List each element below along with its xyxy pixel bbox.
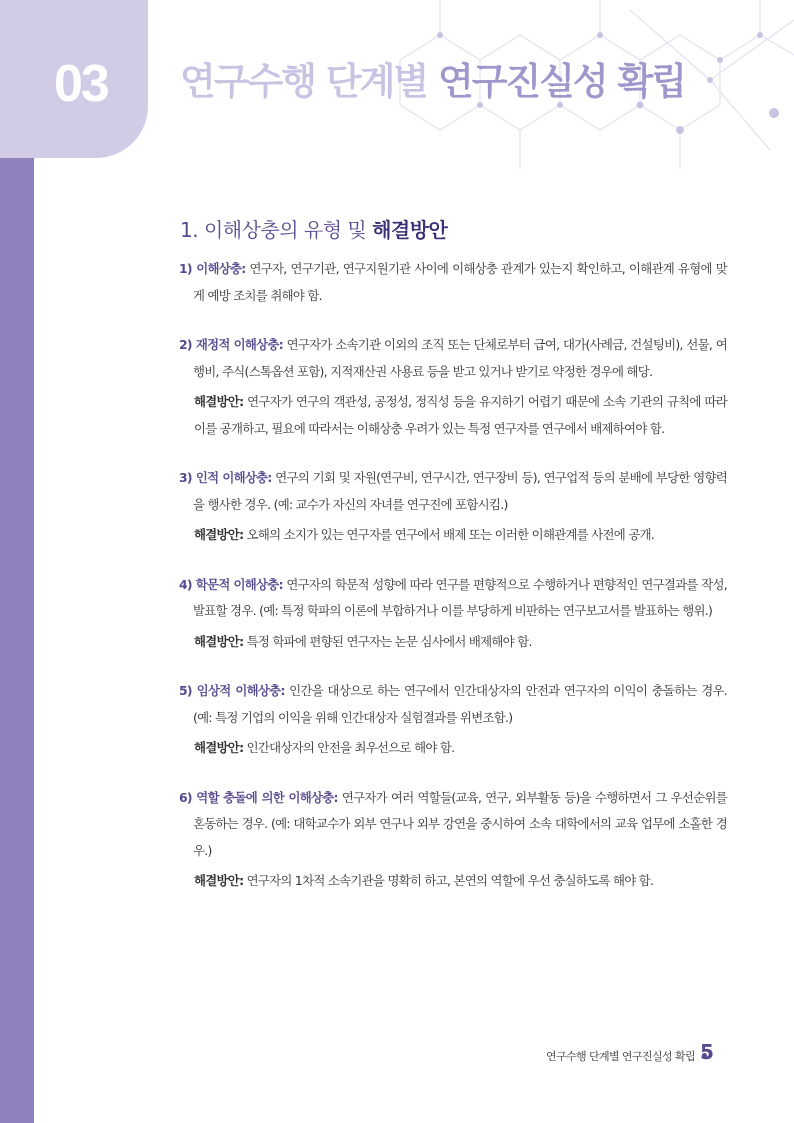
section-heading — [180, 214, 447, 243]
section-heading-text: 1. 이해상충의 유형 및 — [180, 218, 373, 242]
main-content — [179, 256, 727, 918]
item-label: 3) 인적 이해상충: — [179, 470, 272, 485]
list-item — [179, 332, 727, 442]
list-item — [179, 256, 727, 309]
item-label: 1) 이해상충: — [179, 261, 246, 276]
solution-label: 해결방안: — [194, 740, 244, 755]
item-solution — [179, 735, 727, 762]
chapter-tab — [0, 0, 148, 158]
page-number: 5 — [700, 1040, 714, 1064]
solution-label: 해결방안: — [194, 394, 244, 409]
solution-label: 해결방안: — [194, 633, 244, 649]
item-description — [179, 678, 727, 731]
item-text: 인간을 대상으로 하는 연구에서 인간대상자의 안전과 연구자의 이익이 충돌하는 경우. (예: 특정 기업의 이익을 위해 인간대상자 실험결과를 위변조함.) — [193, 683, 727, 725]
item-description — [179, 332, 727, 385]
chapter-title — [180, 62, 685, 103]
item-text: 연구자가 여러 역할들(교육, 연구, 외부활동 등)을 수행하면서 그 우선순위를 혼동하는 경우. (예: 대학교수가 외부 연구나 외부 강연을 중시하여 소속 대학에서의 교육 업무에 소홀한 경우.) — [193, 789, 727, 858]
item-solution — [179, 629, 727, 656]
solution-text: 오해의 소지가 있는 연구자를 연구에서 배제 또는 이러한 이해관계를 사전에 공개. — [243, 527, 655, 542]
side-color-bar — [0, 155, 34, 1123]
page-footer — [546, 1048, 714, 1064]
running-title: 연구수행 단계별 연구진실성 확립 — [545, 1050, 695, 1063]
list-item — [179, 465, 727, 549]
solution-text: 인간대상자의 안전을 최우선으로 해야 함. — [243, 740, 455, 755]
chapter-title-part1: 연구수행 단계별 — [180, 60, 438, 103]
item-label: 2) 재정적 이해상충: — [179, 337, 283, 352]
item-solution — [179, 389, 727, 442]
item-label: 4) 학문적 이해상충: — [179, 576, 283, 592]
item-text: 연구자의 학문적 성향에 따라 연구를 편향적으로 수행하거나 편향적인 연구결과를 작성, 발표할 경우. (예: 특정 학파의 이론에 부합하거나 이를 부당하게 비판하는 연구보고서를 발표하는 행위.) — [193, 576, 727, 618]
solution-text: 특정 학파에 편향된 연구자는 논문 심사에서 배제해야 함. — [243, 633, 532, 649]
solution-label: 해결방안: — [194, 873, 244, 888]
item-description — [179, 256, 727, 309]
solution-text: 연구자가 연구의 객관성, 공정성, 정직성 등을 유지하기 어렵기 때문에 소속 기관의 규칙에 따라 이를 공개하고, 필요에 따라서는 이해상충 우려가 있는 특정 연구자를 연구에서 배제하여야 함. — [194, 394, 727, 436]
item-description — [179, 465, 727, 518]
section-heading-bold: 해결방안 — [372, 218, 448, 242]
item-label: 5) 임상적 이해상충: — [179, 683, 285, 698]
list-item — [179, 678, 727, 762]
solution-text: 연구자의 1차적 소속기관을 명확히 하고, 본연의 역할에 우선 충실하도록 해야 함. — [243, 873, 654, 888]
chapter-title-part2: 연구진실성 확립 — [437, 60, 686, 103]
list-item — [179, 785, 727, 895]
item-solution — [179, 522, 727, 549]
item-text: 연구의 기회 및 자원(연구비, 연구시간, 연구장비 등), 연구업적 등의 분배에 부당한 영향력을 행사한 경우. (예: 교수가 자신의 자녀를 연구진에 포함시킴.) — [193, 470, 728, 512]
item-solution — [179, 868, 727, 895]
item-label: 6) 역할 충돌에 의한 이해상충: — [179, 789, 338, 805]
item-description — [179, 572, 727, 625]
chapter-number: 03 — [54, 55, 108, 113]
list-item — [179, 572, 727, 656]
solution-label: 해결방안: — [194, 527, 244, 542]
item-description — [179, 785, 727, 865]
item-text: 연구자, 연구기관, 연구지원기관 사이에 이해상충 관계가 있는지 확인하고, 이해관계 유형에 맞게 예방 조치를 취해야 함. — [193, 261, 727, 303]
item-text: 연구자가 소속기관 이외의 조직 또는 단체로부터 급여, 대가(사례금, 건설팅비), 선물, 여행비, 주식(스톡옵션 포함), 지적재산권 사용료 등을 받고 있거나 받기로 약정한 경우에 해당. — [193, 337, 727, 379]
